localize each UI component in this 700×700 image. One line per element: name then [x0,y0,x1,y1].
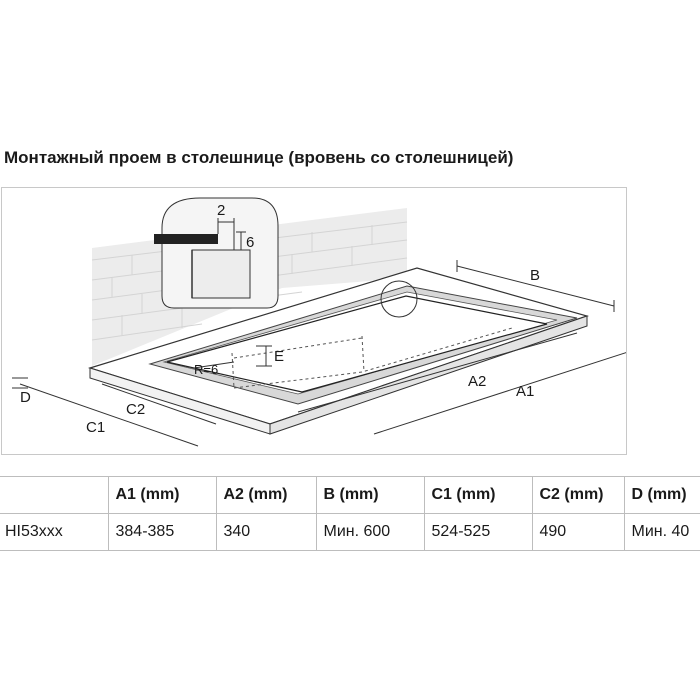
table-row [0,514,700,551]
dimensions-table [0,476,700,551]
page-title: Монтажный проем в столешнице (вровень со столешницей) [4,148,514,167]
dimension-c2-label: C2 [126,401,146,418]
dimension-d-label: D [20,389,31,406]
dimension-e-label: E [274,348,285,365]
table-header-cell: D (mm) [624,477,700,514]
table-cell: 524-525 [424,514,532,551]
detail-magnifier [154,198,278,308]
table-cell: Мин. 40 [624,514,700,551]
table-header-cell [0,477,108,514]
table-header-cell: C1 (mm) [424,477,532,514]
dimension-a2-label: A2 [468,373,487,390]
dimension-a1-label: A1 [516,383,535,400]
table-cell: 490 [532,514,624,551]
table-cell: 340 [216,514,316,551]
table-header-cell: B (mm) [316,477,424,514]
table-header-cell: A2 (mm) [216,477,316,514]
table-header-cell: C2 (mm) [532,477,624,514]
table-cell: 384-385 [108,514,216,551]
radius-label: R=6 [194,362,219,377]
detail-width-label: 2 [217,202,226,219]
table-cell: Мин. 600 [316,514,424,551]
dimension-b-label: B [530,267,541,284]
model-cell: HI53xxx [0,514,108,551]
table-header-cell: A1 (mm) [108,477,216,514]
detail-depth-label: 6 [246,234,255,251]
dimension-c1-label: C1 [86,419,106,436]
installation-diagram [1,187,627,455]
table-header-row [0,477,700,514]
